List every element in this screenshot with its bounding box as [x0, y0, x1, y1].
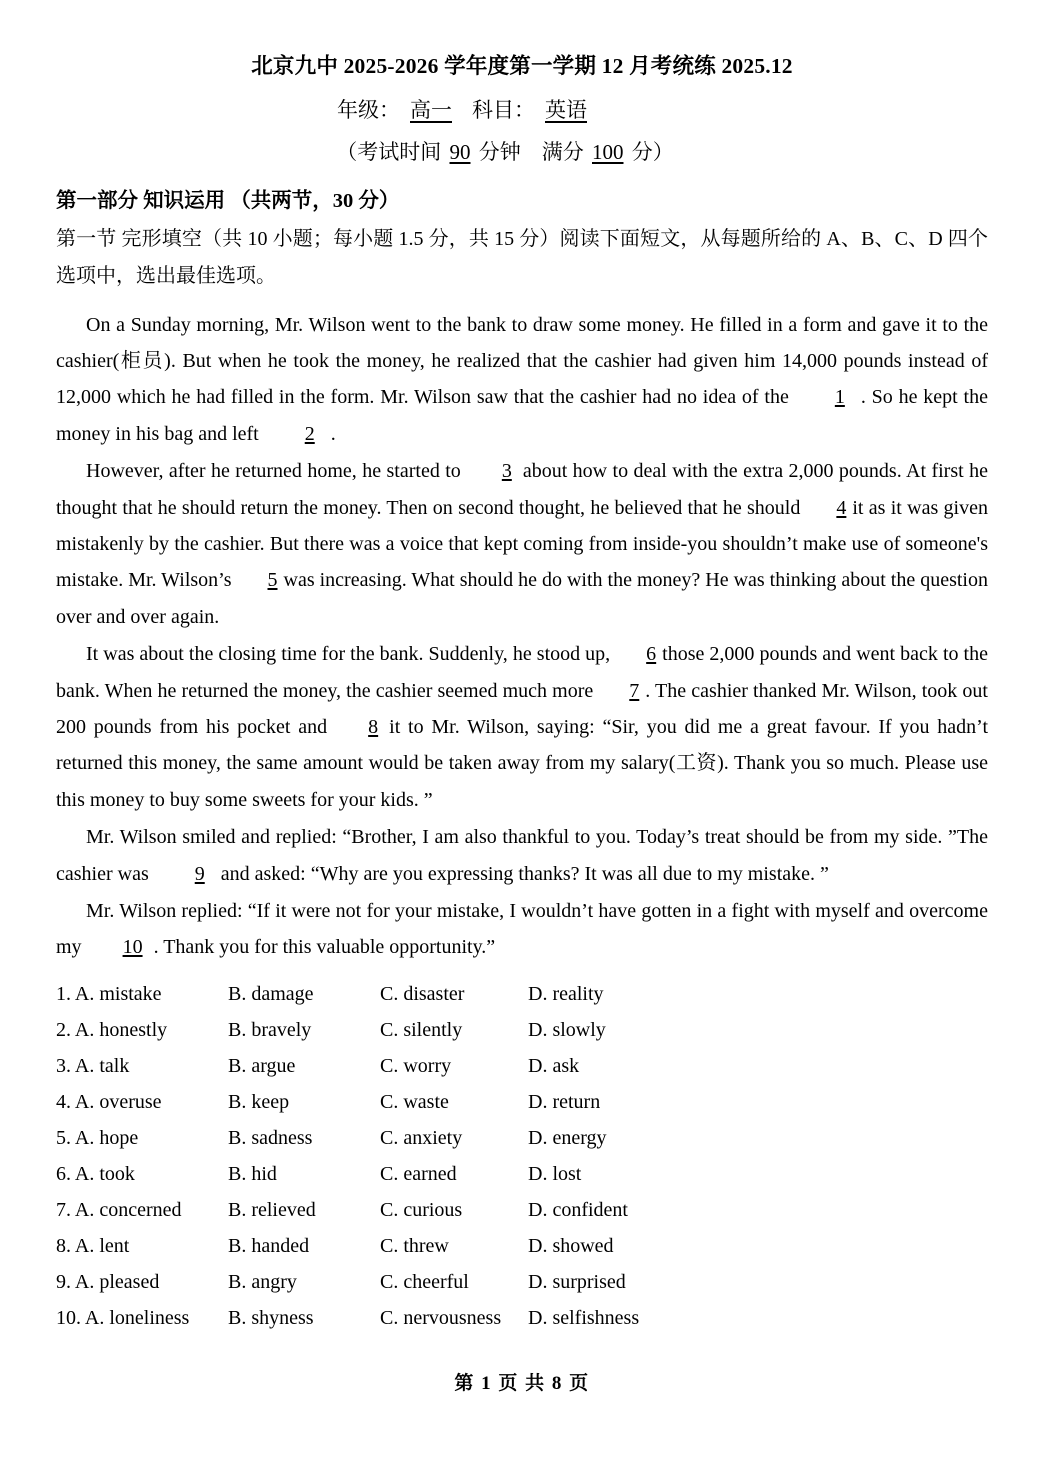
cloze-blank-8: 8 — [368, 715, 379, 738]
option-row — [56, 1264, 988, 1300]
option-text: A. hope — [74, 1126, 139, 1149]
grade-label: 年级： — [337, 98, 400, 123]
option-number: 5. — [56, 1126, 71, 1149]
option-row-8-choice-d[interactable]: D. showed — [528, 1234, 614, 1257]
option-row-9-choice-d[interactable]: D. surprised — [528, 1270, 626, 1293]
option-row-3-choice-a[interactable] — [56, 1048, 129, 1084]
option-number: 6. — [56, 1162, 71, 1185]
section-one-instructions: 第一节 完形填空（共 10 小题；每小题 1.5 分，共 15 分）阅读下面短文，从每题所给的 A、B、C、D 四个选项中，选出最佳选项。 — [56, 227, 988, 287]
p3-text-a: It was about the closing time for the bank. Suddenly, he stood up, — [86, 643, 611, 666]
option-row — [56, 1156, 988, 1192]
option-row — [56, 1228, 988, 1264]
option-row-9-choice-b[interactable]: B. angry — [228, 1270, 297, 1293]
grade-subject-line — [56, 95, 988, 125]
option-row-4-choice-a[interactable] — [56, 1084, 162, 1120]
passage-paragraph-4 — [56, 819, 988, 892]
option-text: A. talk — [74, 1054, 130, 1077]
passage-paragraph-3 — [56, 636, 988, 818]
option-row-5-choice-d[interactable]: D. energy — [528, 1126, 607, 1149]
option-number: 10. — [56, 1306, 81, 1329]
cloze-blank-7: 7 — [629, 679, 640, 702]
p4-text-a: Mr. Wilson smiled and replied: “Brother, I am also thankful to you. Today’s treat should be from my side. ”The cashier was — [56, 826, 988, 885]
option-row — [56, 1084, 988, 1120]
option-row-5-choice-b[interactable]: B. sadness — [228, 1126, 313, 1149]
exam-time-mid: 分钟 满分 — [473, 140, 589, 165]
option-row-7-choice-a[interactable] — [56, 1192, 182, 1228]
option-row-6-choice-d[interactable]: D. lost — [528, 1162, 582, 1185]
option-row-1-choice-c[interactable]: C. disaster — [380, 982, 465, 1005]
exam-duration-value: 90 — [449, 140, 471, 165]
p3-text-c: . The cashier thanked Mr. Wilson, took out 200 pounds from his pocket and — [56, 679, 988, 738]
option-row-4-choice-b[interactable]: B. keep — [228, 1090, 290, 1113]
option-row-5-choice-a[interactable] — [56, 1120, 138, 1156]
option-row-10-choice-a[interactable] — [56, 1300, 189, 1336]
exam-title-main: 北京九中 2025-2026 学年度第一学期 12 月考统练 — [251, 54, 722, 78]
cloze-options-list — [56, 976, 988, 1336]
page-footer: 第 1 页 共 8 页 — [454, 1373, 590, 1394]
cloze-blank-6: 6 — [646, 643, 657, 666]
option-number: 3. — [56, 1054, 71, 1077]
exam-title-date: 2025.12 — [721, 54, 793, 78]
option-row-9-choice-c[interactable]: C. cheerful — [380, 1270, 469, 1293]
option-row-4-choice-c[interactable]: C. waste — [380, 1090, 449, 1113]
option-row-10-choice-b[interactable]: B. shyness — [228, 1306, 314, 1329]
option-row-2-choice-c[interactable]: C. silently — [380, 1018, 463, 1041]
cloze-blank-4: 4 — [836, 496, 847, 519]
cloze-blank-5: 5 — [267, 569, 278, 592]
option-row-6-choice-a[interactable] — [56, 1156, 135, 1192]
option-row — [56, 976, 988, 1012]
option-row-8-choice-c[interactable]: C. threw — [380, 1234, 449, 1257]
option-text: A. concerned — [74, 1198, 182, 1221]
option-text: A. honestly — [74, 1018, 168, 1041]
exam-total-score-value: 100 — [592, 140, 624, 165]
option-row — [56, 1120, 988, 1156]
option-text: A. pleased — [74, 1270, 160, 1293]
option-row-2-choice-d[interactable]: D. slowly — [528, 1018, 606, 1041]
option-row-1-choice-b[interactable]: B. damage — [228, 982, 314, 1005]
p5-text-b: . Thank you for this valuable opportunity.” — [153, 936, 496, 959]
option-number: 9. — [56, 1270, 71, 1293]
option-number: 2. — [56, 1018, 71, 1041]
exam-info-line — [56, 137, 988, 167]
option-row-3-choice-d[interactable]: D. ask — [528, 1054, 580, 1077]
option-row-8-choice-a[interactable] — [56, 1228, 129, 1264]
option-row-10-choice-d[interactable]: D. selfishness — [528, 1306, 640, 1329]
p4-text-b: and asked: “Why are you expressing thanks? It was all due to my mistake. ” — [220, 862, 829, 885]
passage-paragraph-2 — [56, 453, 988, 635]
option-row — [56, 1048, 988, 1084]
option-row-9-choice-a[interactable] — [56, 1264, 159, 1300]
option-row-3-choice-c[interactable]: C. worry — [380, 1054, 452, 1077]
document-body — [56, 52, 988, 1336]
option-row-4-choice-d[interactable]: D. return — [528, 1090, 601, 1113]
option-row-7-choice-b[interactable]: B. relieved — [228, 1198, 316, 1221]
p2-text-b: about how to deal with the extra 2,000 pounds. At first he thought that he should return the money. Then on second thought, he believed that he should — [56, 460, 988, 519]
option-row-3-choice-b[interactable]: B. argue — [228, 1054, 296, 1077]
option-row-7-choice-c[interactable]: C. curious — [380, 1198, 463, 1221]
p2-text-d: was increasing. What should he do with the money? He was thinking about the question over and over again. — [56, 569, 988, 628]
option-number: 7. — [56, 1198, 71, 1221]
exam-time-prefix: （考试时间 — [336, 140, 447, 165]
option-row-6-choice-c[interactable]: C. earned — [380, 1162, 457, 1185]
option-text: A. mistake — [74, 982, 162, 1005]
cloze-blank-10: 10 — [122, 936, 143, 959]
subject-label: 科目： — [472, 98, 535, 123]
p5-text-a: Mr. Wilson replied: “If it were not for your mistake, I wouldn’t have gotten in a fight with myself and overcome my — [56, 899, 988, 959]
option-row-6-choice-b[interactable]: B. hid — [228, 1162, 277, 1185]
option-row-2-choice-b[interactable]: B. bravely — [228, 1018, 312, 1041]
p3-text-b: those 2,000 pounds and went back to the bank. When he returned the money, the cashier seemed much more — [56, 643, 988, 702]
option-text: A. lent — [74, 1234, 130, 1257]
passage-paragraph-1 — [56, 307, 988, 453]
cloze-blank-2: 2 — [304, 422, 315, 445]
option-row-10-choice-c[interactable]: C. nervousness — [380, 1306, 502, 1329]
p1-text-a: On a Sunday morning, Mr. Wilson went to the bank to draw some money. He filled in a form and gave it to the cashier(柜员). But when he took the money, he realized that the cashier had given him 14,000 pounds instead of 12,000 which he had filled in the form. Mr. Wilson saw that the cashier had no idea of the — [56, 313, 988, 409]
option-text: A. took — [74, 1162, 135, 1185]
cloze-blank-3: 3 — [501, 460, 512, 483]
part-one-heading: 第一部分 知识运用 （共两节，30 分） — [56, 189, 400, 212]
option-row-5-choice-c[interactable]: C. anxiety — [380, 1126, 463, 1149]
option-row-8-choice-b[interactable]: B. handed — [228, 1234, 310, 1257]
option-row-2-choice-a[interactable] — [56, 1012, 167, 1048]
option-number: 8. — [56, 1234, 71, 1257]
option-row — [56, 1012, 988, 1048]
option-number: 1. — [56, 982, 71, 1005]
cloze-blank-1: 1 — [834, 386, 845, 409]
passage-paragraph-5 — [56, 893, 988, 966]
exam-time-suffix: 分） — [626, 140, 674, 165]
option-row-1-choice-a[interactable] — [56, 976, 162, 1012]
option-text: A. overuse — [74, 1090, 162, 1113]
grade-value: 高一 — [410, 98, 452, 123]
exam-title — [56, 52, 988, 81]
cloze-blank-9: 9 — [194, 862, 205, 885]
option-text: A. loneliness — [84, 1306, 190, 1329]
option-number: 4. — [56, 1090, 71, 1113]
p2-text-c: it as it was given mistakenly by the cashier. But there was a voice that kept coming from inside-you shouldn’t make use of someone's mistake. Mr. Wilson’s — [56, 496, 988, 592]
option-row — [56, 1300, 988, 1336]
option-row-7-choice-d[interactable]: D. confident — [528, 1198, 628, 1221]
subject-value: 英语 — [545, 98, 587, 123]
p1-text-c: . — [330, 422, 336, 445]
option-row — [56, 1192, 988, 1228]
p1-text-b: . So he kept the money in his bag and left — [56, 386, 988, 445]
p2-text-a: However, after he returned home, he started to — [86, 460, 461, 483]
p3-text-d: it to Mr. Wilson, saying: “Sir, you did me a great favour. If you hadn’t returned this money, the same amount would be taken away from my salary(工资). Thank you so much. Please use this money to buy some sweets for your kids. ” — [56, 715, 988, 811]
option-row-1-choice-d[interactable]: D. reality — [528, 982, 604, 1005]
